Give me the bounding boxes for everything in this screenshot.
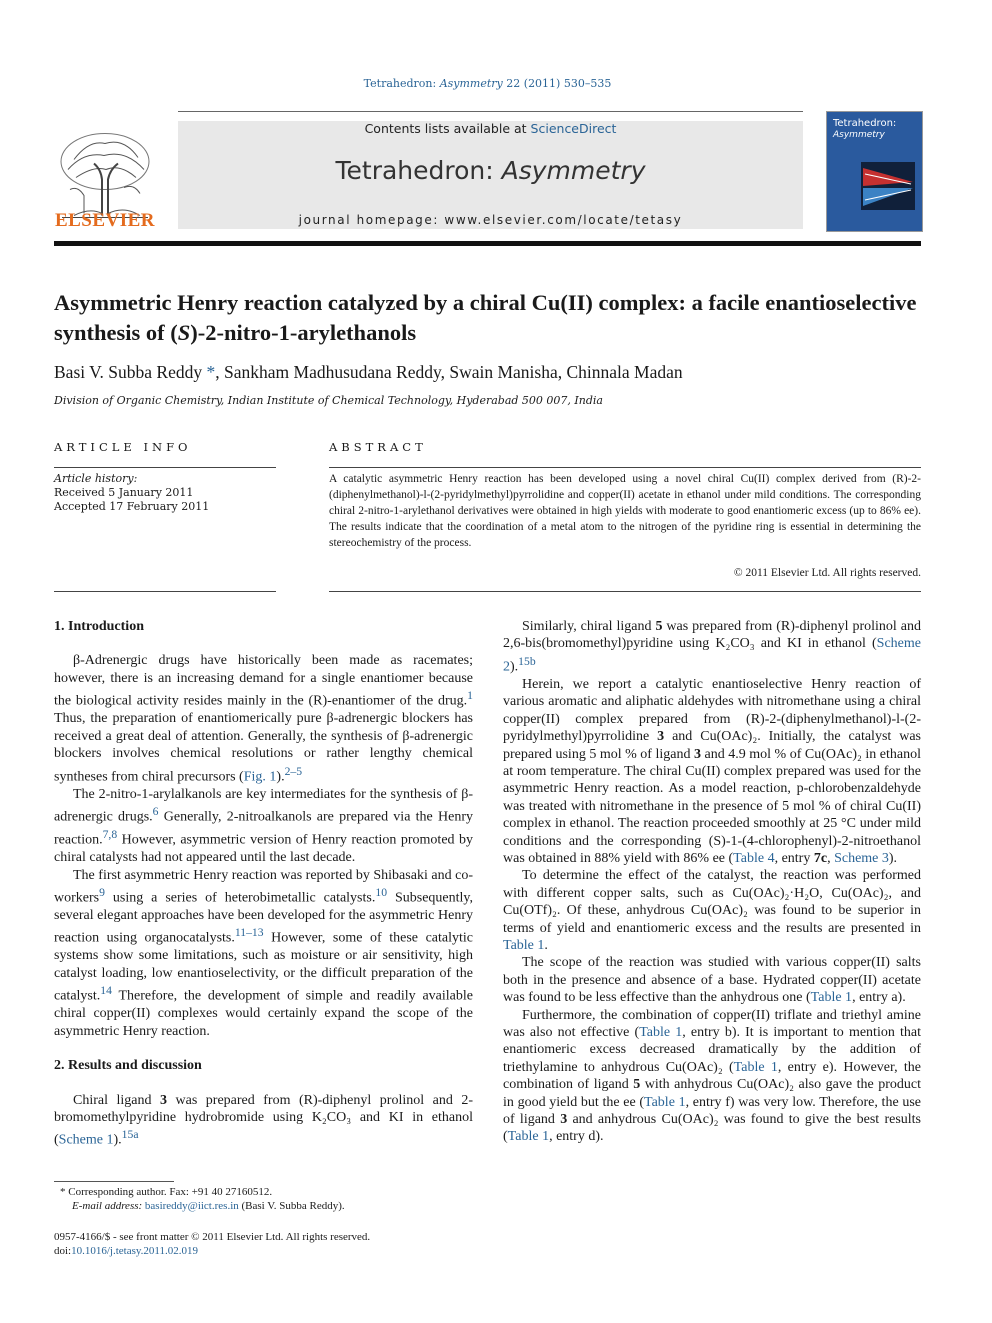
text: , entry a). (852, 990, 906, 1006)
cover-title-text: Tetrahedron: (833, 118, 897, 129)
compound-number: 3 (160, 1092, 167, 1108)
header-rule (178, 111, 803, 112)
table-link[interactable]: Table 1 (503, 937, 545, 953)
text: Herein, we report a catalytic enantioselective Henry reaction of various aromatic and aliphatic aldehydes with nitromethane using a chiral copper(II) complex prepared from (R)-2-(diphenylmethanol)-l-(2-pyridylmethyl)pyrrolidine (503, 676, 921, 745)
cover-title (833, 118, 917, 141)
text: Thus, the preparation of enantiomerically pure β-adrenergic blockers has received a great deal of attention. Generally, the synthesis of β-adrenergic blockers involves chemical resolutions or rather lengthy chemical syntheses from chiral precursors ( (54, 711, 473, 785)
text: , entry (774, 850, 814, 866)
entry-number: 7c (813, 850, 828, 866)
text: Similarly, chiral ligand (522, 619, 656, 634)
journal-citation[interactable] (0, 77, 975, 90)
doi-line (54, 1245, 198, 1257)
text: , entry b). It is important to mention that enantiomeric excess decreased dramatically by the addition of triethylamine to anhydrous Cu(OAc)₂ ( (503, 1025, 921, 1075)
text: with anhydrous Cu(OAc)₂ also gave the product in good yield but the ee ( (503, 1077, 921, 1110)
email-note (72, 1200, 345, 1212)
results-paragraph-2 (503, 618, 921, 676)
compound-number: 3 (560, 1112, 568, 1128)
title-part-2: )-2-nitro-1-arylethanols (190, 320, 417, 345)
ref-link[interactable]: 10 (375, 885, 388, 899)
citation-journal: Tetrahedron: (363, 77, 440, 90)
scheme-link[interactable]: Scheme 1 (58, 1133, 114, 1148)
body-right-column (503, 618, 921, 1146)
text: To determine the effect of the catalyst, the reaction was performed with different copper salts, such as Cu(OAc)₂·H₂O, Cu(OAc)₂, and Cu(OTf)₂. Of these, anhydrous Cu(OAc)₂ was found to be superior in terms of yield and enantiomeric excess and the results are presented in (503, 868, 921, 936)
corresponding-author-note: * Corresponding author. Fax: +91 40 27160512. (60, 1186, 273, 1198)
ref-link[interactable]: 15a (121, 1128, 139, 1142)
compound-number: 5 (655, 619, 663, 634)
journal-title (178, 156, 803, 185)
authors (54, 362, 921, 383)
text: ). (510, 659, 519, 675)
ref-link[interactable]: 7,8 (102, 828, 118, 842)
text: , entry d). (549, 1129, 604, 1145)
cover-subtitle: Asymmetry (833, 130, 885, 140)
article-info-bottom-rule (54, 591, 276, 592)
compound-number: 3 (657, 729, 665, 745)
abstract-copyright: © 2011 Elsevier Ltd. All rights reserved. (733, 567, 921, 579)
text: using a series of heterobimetallic catalysts. (104, 890, 376, 906)
email-owner: (Basi V. Subba Reddy). (238, 1200, 345, 1212)
abstract-text: A catalytic asymmetric Henry reaction has been developed using a novel chiral Cu(II) complex derived from (R)-2-(diphenylmethanol)-l-(2-pyridylmethyl)pyrrolidine and copper(II) acetate in ethanol under mild conditions. The corresponding chiral 2-nitro-1-arylethanol derivatives were obtained in high yields with moderate to good enantiomeric excess (up to 86% ee). The results indicate that the coordination of a metal atom to the nitrogen of the pyridine ring is essential in determining the stereochemistry of the process. (329, 473, 921, 549)
other-authors: , Sankham Madhusudana Reddy, Swain Manisha, Chinnala Madan (215, 362, 683, 382)
elsevier-wordmark: ELSEVIER (54, 210, 156, 231)
abstract-rule (329, 467, 921, 468)
figure-link[interactable]: Fig. 1 (243, 769, 277, 785)
text: Therefore, the development of simple and readily available chiral copper(II) complexes would certainly expand the scope of the asymmetric Henry reaction. (54, 988, 473, 1039)
text: . (544, 937, 548, 953)
intro-paragraph-2 (54, 786, 473, 867)
text: , (827, 850, 835, 866)
text: Generally, 2-nitroalkanols are prepared via the Henry reaction. (54, 809, 473, 848)
article-info-heading: ARTICLE INFO (54, 440, 192, 454)
text: The scope of the reaction was studied with various copper(II) salts both in the presence and absence of a base. Hydrated copper(II) acetate was found to be less effective than the anhydrous one ( (503, 955, 921, 1006)
table-link[interactable]: Table 1 (644, 1094, 686, 1110)
ref-link[interactable]: 15b (518, 654, 536, 668)
results-paragraph-4 (503, 867, 921, 954)
ref-link[interactable]: 9 (99, 885, 105, 899)
body-left-column (54, 618, 473, 1149)
table-link[interactable]: Table 1 (507, 1129, 550, 1145)
results-heading: 2. Results and discussion (54, 1058, 202, 1074)
ref-link[interactable]: 6 (152, 804, 159, 818)
compound-number: 3 (694, 746, 701, 762)
journal-cover-image[interactable] (826, 111, 923, 232)
text: and anhydrous Cu(OAc)₂ was found to give the best results ( (503, 1112, 921, 1145)
cover-artwork (861, 162, 915, 210)
citation-volume: 22 (2011) 530–535 (502, 77, 612, 90)
text: Furthermore, the combination of copper(II) triflate and triethyl amine was also not effective ( (503, 1007, 921, 1040)
title-italic: S (177, 320, 191, 345)
intro-paragraph-3 (54, 867, 473, 1041)
affiliation: Division of Organic Chemistry, Indian Institute of Chemical Technology, Hyderabad 500 007, India (54, 394, 603, 407)
doi-link[interactable]: 10.1016/j.tetasy.2011.02.019 (71, 1245, 199, 1257)
article-title (54, 288, 921, 348)
text: The 2-nitro-1-arylalkanols are key intermediates for the synthesis of β-adrenergic drugs. (54, 786, 473, 825)
title-part-1: Asymmetric Henry reaction catalyzed by a chiral Cu(II) complex: a facile enantioselective synthesis of ( (54, 290, 917, 345)
text: and Cu(OAc)₂. Initially, the catalyst was prepared using 5 mol % of ligand (503, 729, 921, 762)
ref-link[interactable]: 11–13 (234, 926, 264, 940)
accepted-date: Accepted 17 February 2011 (54, 500, 210, 513)
text: The first asymmetric Henry reaction was reported by Shibasaki and co-workers (54, 867, 473, 906)
text: β-Adrenergic drugs have historically been made as racemates; however, there is an increasing demand for a single enantiomer because the biological activity resides mainly in the (R)-enantiomer of the drug. (54, 653, 473, 709)
ref-link[interactable]: 14 (100, 984, 112, 998)
journal-homepage-link[interactable]: journal homepage: www.elsevier.com/locate/tetasy (298, 213, 683, 227)
text: was prepared from (R)-diphenyl prolinol and 2,6-bis(bromomethyl)pyridine using K₂CO₃ and KI in ethanol ( (503, 619, 921, 652)
text: , entry e). However, the combination of ligand (503, 1059, 921, 1093)
intro-paragraph-1 (54, 652, 473, 785)
scheme-link[interactable]: Scheme 2 (503, 636, 921, 675)
table-link[interactable]: Table 4 (733, 850, 775, 866)
text: and 4.9 mol % of Cu(OAc)₂ in ethanol at room temperature. The chiral Cu(II) complex prepared was used for the asymmetric Henry reaction. As a model reaction, p-chlorobenzaldehyde was treated with nitromethane in the presence of 5 mol % of chiral Cu(II) complex in ethanol. The reaction proceeded smoothly at 25 °C under mild conditions and the corresponding (S)-1-(4-chlorophenyl)-2-nitroethanol was obtained in 88% yield with 86% ee ( (503, 746, 921, 866)
text: ). (888, 850, 898, 866)
author-1[interactable]: Basi V. Subba Reddy (54, 362, 203, 382)
article-info-rule (54, 467, 276, 468)
text: was prepared from (R)-diphenyl prolinol and 2-bromomethylpyridine hydrobromide using K₂CO₃ and KI in ethanol ( (54, 1092, 473, 1148)
text: ). (113, 1133, 122, 1148)
scheme-link[interactable]: Scheme 3 (834, 850, 889, 866)
table-link[interactable]: Table 1 (639, 1025, 683, 1040)
results-paragraph-5 (503, 954, 921, 1006)
issn-line: 0957-4166/$ - see front matter © 2011 Elsevier Ltd. All rights reserved. (54, 1231, 371, 1243)
ref-link[interactable]: 2–5 (284, 764, 303, 778)
compound-number: 5 (633, 1077, 641, 1093)
table-link[interactable]: Table 1 (810, 990, 853, 1006)
journal-title-main: Tetrahedron: (335, 156, 502, 185)
text: However, some of these catalytic systems show some limitations, such as moisture or air sensitivity, high catalyst loading, low enantioselectivity, or the difficult preparation of the catalyst. (54, 931, 473, 1004)
results-paragraph-3 (503, 676, 921, 867)
email-label: E-mail address: (72, 1200, 143, 1212)
text: , entry f) was very low. Therefore, the use of ligand (503, 1094, 921, 1128)
journal-title-italic: Asymmetry (501, 156, 646, 185)
contents-prefix: Contents lists available at (364, 121, 531, 136)
text: Chiral ligand (73, 1092, 160, 1108)
corresponding-author-mark[interactable]: * (202, 362, 216, 382)
ref-link[interactable]: 1 (467, 689, 473, 703)
contents-line (178, 121, 803, 136)
text: Subsequently, several elegant approaches have been developed for the asymmetric Henry reaction using organocatalysts. (54, 890, 473, 947)
header-thick-rule (54, 241, 921, 246)
doi-prefix: doi: (54, 1245, 72, 1257)
results-paragraph-6 (503, 1007, 921, 1146)
article-history-label: Article history: (54, 472, 138, 485)
text: However, asymmetric version of Henry reaction promoted by chiral catalysts had not appeared until the last decade. (54, 832, 473, 866)
citation-journal-italic: Asymmetry (439, 77, 503, 90)
received-date: Received 5 January 2011 (54, 486, 194, 499)
results-paragraph-1 (54, 1092, 473, 1150)
text: ). (276, 769, 285, 785)
sciencedirect-link[interactable]: ScienceDirect (530, 121, 617, 136)
abstract-heading: ABSTRACT (329, 440, 427, 454)
abstract-bottom-rule (329, 591, 921, 592)
introduction-heading: 1. Introduction (54, 619, 144, 634)
footnote-rule (54, 1181, 174, 1182)
email-link[interactable]: basireddy@iict.res.in (144, 1200, 239, 1212)
table-link[interactable]: Table 1 (733, 1059, 778, 1075)
